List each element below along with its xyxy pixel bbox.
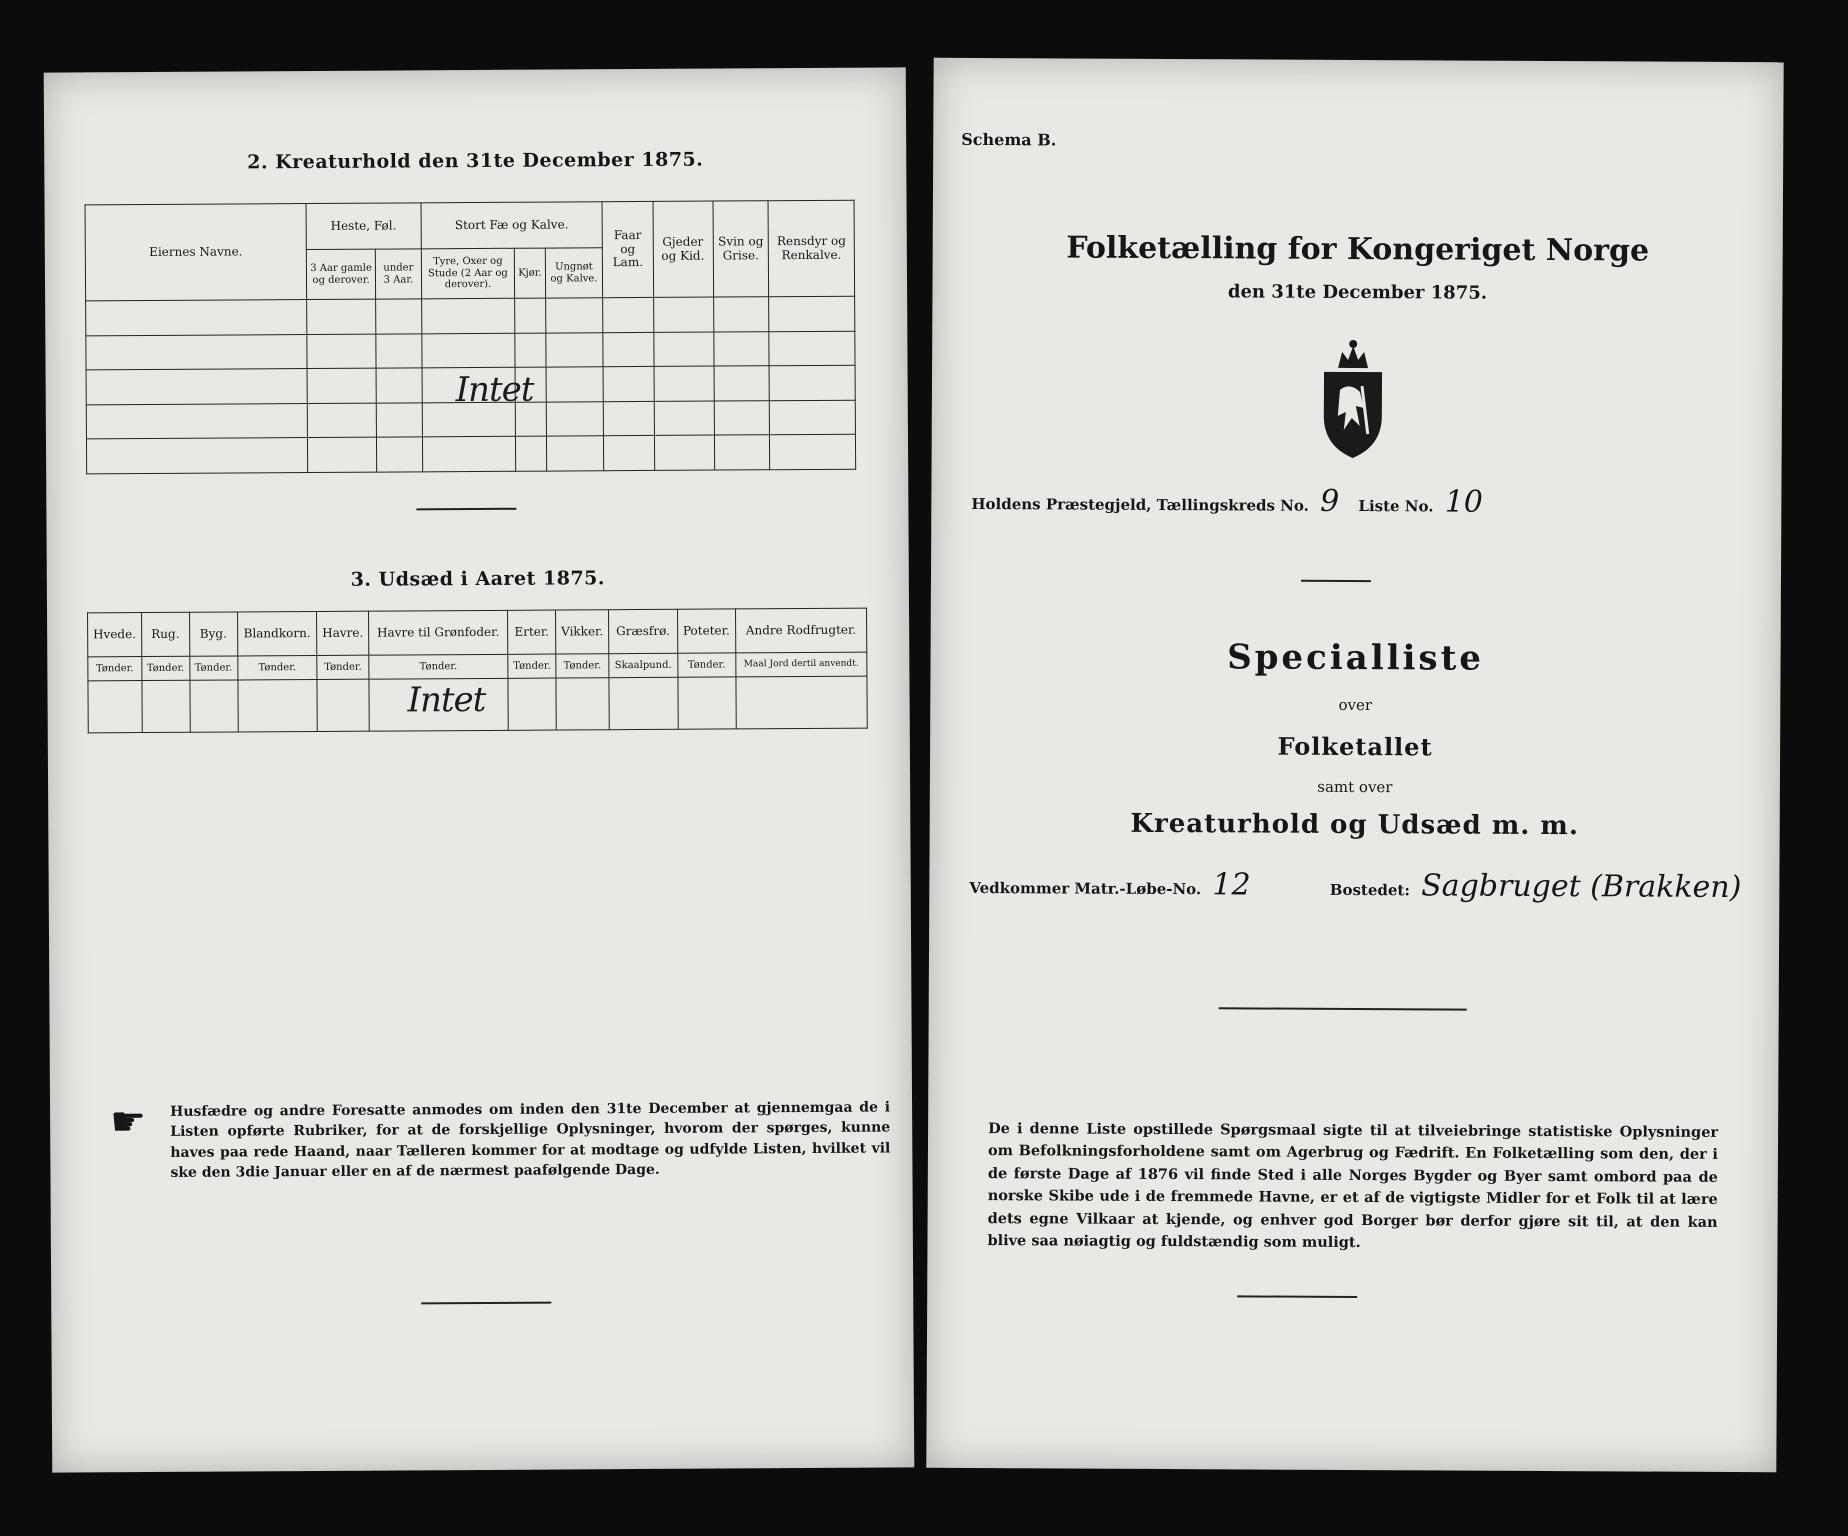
goats-header: Gjeder og Kid. — [653, 201, 714, 297]
divider — [416, 508, 516, 511]
section2-title: 2. Kreaturhold den 31te December 1875. — [247, 148, 704, 174]
cattle-header: Stort Fæ og Kalve. — [421, 202, 603, 249]
seed-col-header: Vikker. — [556, 610, 609, 654]
divider — [1237, 1295, 1357, 1298]
bostedet-value: Sagbruget (Brakken) — [1421, 868, 1742, 906]
seed-col-header: Græsfrø. — [609, 609, 678, 653]
owner-header: Eiernes Navne. — [85, 204, 307, 301]
seed-unit: Tønder. — [142, 656, 190, 680]
seed-col-header: Hvede. — [88, 613, 142, 657]
divider — [421, 1302, 551, 1305]
pigs-header: Svin og Grise. — [713, 201, 769, 297]
livestock-handwritten-entry: Intet — [455, 369, 534, 411]
kreaturhold-heading: Kreaturhold og Udsæd m. m. — [1130, 808, 1579, 842]
seed-unit: Tønder. — [237, 655, 317, 679]
divider — [1301, 580, 1371, 582]
specialliste-heading: Specialliste — [1227, 637, 1485, 679]
table-row — [86, 296, 855, 335]
coat-of-arms-icon — [1316, 338, 1391, 460]
census-info-paragraph: De i denne Liste opstillede Spørgsmaal sigte til at tilveiebringe statistiske Oplysninger om Befolkningsforholdene samt om Agerbrug og Fædrift. En Folketælling som den, der i de første Dage af 1876 vil finde Sted i alle Norges Bygder og Byer samt ombord paa de norske Skibe ude i de fremmede Havne, er et af de vigtigste Midler for et Folk til at lære dets egne Vilkaar at kjende, og enhver god Borger bør derfor gjøre sit til, at den kan blive saa nøiagtig og fuldstændig som muligt. — [987, 1120, 1719, 1252]
folketallet-heading: Folketallet — [1277, 731, 1433, 762]
horses-old-header: 3 Aar gamle og derover. — [306, 249, 376, 299]
parish-label: Holdens Præstegjeld, Tællingskreds No. — [971, 494, 1309, 515]
seed-unit: Tønder. — [369, 654, 508, 679]
seed-unit: Tønder. — [678, 653, 736, 677]
liste-number: 10 — [1444, 484, 1484, 520]
seed-col-header: Andre Rodfrugter. — [735, 608, 867, 653]
pointing-hand-icon: ☛ — [110, 1099, 147, 1146]
schema-label: Schema B. — [961, 129, 1057, 150]
seed-col-header: Havre til Grønfoder. — [368, 610, 507, 655]
bostedet-label: Bostedet: — [1329, 880, 1410, 900]
seed-col-header: Byg. — [189, 612, 237, 656]
over-text: over — [1338, 695, 1373, 715]
samt-over-text: samt over — [1317, 777, 1393, 797]
seed-unit: Tønder. — [317, 655, 369, 679]
horses-header: Heste, Føl. — [306, 203, 421, 250]
seed-handwritten-entry: Intet — [407, 679, 486, 721]
matr-number: 12 — [1212, 867, 1251, 903]
seed-col-header: Blandkorn. — [237, 611, 317, 655]
section3-title: 3. Udsæd i Aaret 1875. — [350, 567, 606, 591]
census-title: Folketælling for Kongeriget Norge — [1066, 230, 1650, 269]
sheep-header: Faar og Lam. — [602, 201, 653, 297]
seed-unit: Tønder. — [508, 654, 556, 678]
seed-unit: Tønder. — [189, 656, 237, 680]
seed-col-header: Erter. — [508, 610, 556, 654]
left-page — [44, 67, 915, 1472]
bulls-header: Tyre, Oxer og Stude (2 Aar og derover). — [421, 248, 515, 299]
seed-col-header: Poteter. — [677, 609, 735, 653]
horses-young-header: under 3 Aar. — [376, 249, 422, 299]
kreds-number: 9 — [1320, 483, 1340, 519]
seed-unit: Skaalpund. — [609, 653, 678, 677]
livestock-table — [85, 200, 857, 475]
liste-label: Liste No. — [1358, 497, 1434, 516]
table-row — [86, 331, 855, 370]
table-row — [86, 435, 855, 474]
right-page — [926, 58, 1783, 1472]
census-date: den 31te December 1875. — [1227, 281, 1488, 304]
divider — [1219, 1007, 1467, 1010]
seed-col-header: Rug. — [141, 612, 189, 656]
matr-label: Vedkommer Matr.-Løbe-No. — [969, 878, 1202, 899]
seed-unit: Tønder. — [556, 654, 609, 678]
seed-unit: Maal Jord dertil anvendt. — [736, 652, 867, 677]
reindeer-header: Rensdyr og Renkalve. — [768, 200, 854, 297]
seed-unit: Tønder. — [88, 657, 142, 681]
seed-col-header: Havre. — [317, 611, 369, 655]
calves-header: Ungnøt og Kalve. — [545, 248, 603, 298]
cows-header: Kjør. — [515, 248, 546, 298]
instructions-notice: Husfædre og andre Foresatte anmodes om inden den 31te December at gjennemgaa de i Listen opførte Rubriker, for at de forskjellige Oplysninger, hvorom der spørges, kunne haves paa rede Haand, naar Tælleren kommer for at modtage og udfylde Listen, hvilket vil ske den 3die Januar eller en af de nærmest paafølgende Dage. — [170, 1099, 891, 1181]
